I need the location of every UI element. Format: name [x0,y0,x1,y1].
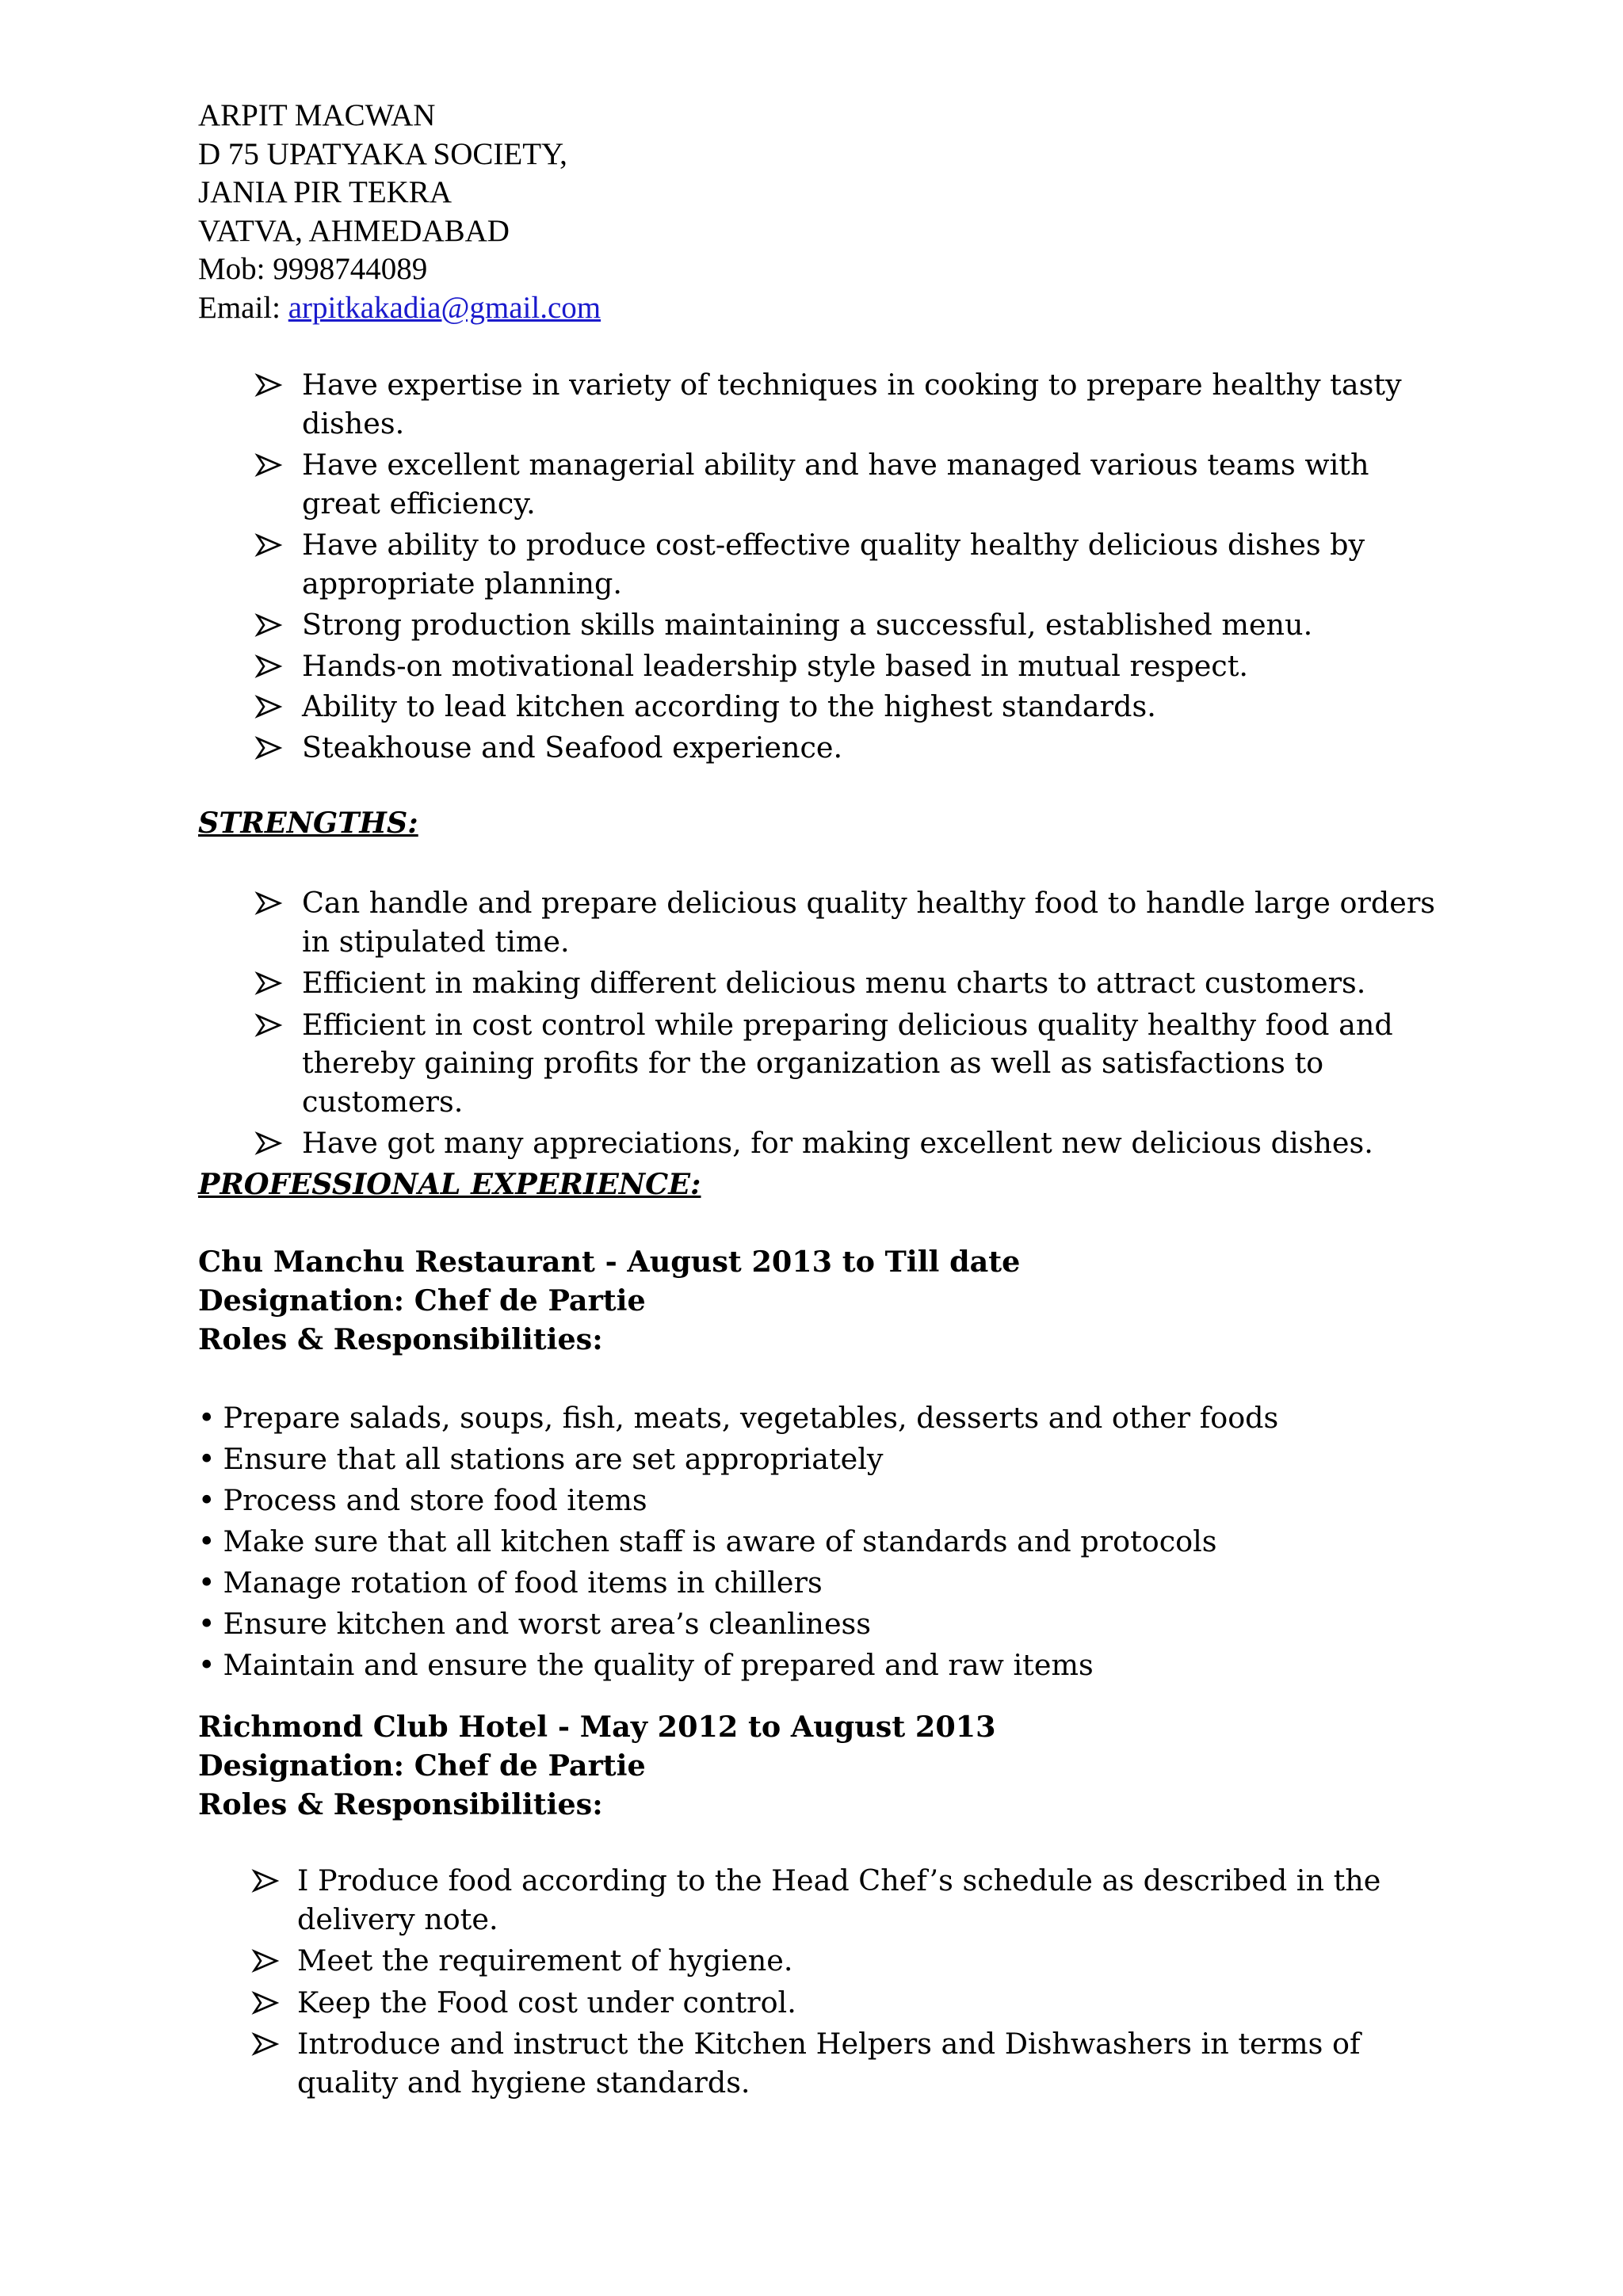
summary-item: Have excellent managerial ability and have managed various teams with great efficiency. [302,446,1443,523]
list-item: Meet the requirement of hygiene. [297,1942,1454,1981]
summary-item: Have ability to produce cost-effective quality healthy delicious dishes by appropriate planning. [302,526,1443,603]
email-label: Email: [198,290,281,325]
bullet-dot: • [198,1524,216,1558]
strength-item: Efficient in making different delicious menu charts to attract customers. [302,964,1443,1003]
summary-item: Hands-on motivational leadership style based in mutual respect. [302,647,1443,686]
job-roles-label: Roles & Responsibilities: [198,1787,603,1821]
bullet-dot: • [198,1607,216,1641]
bullet-dot: • [198,1483,216,1517]
strengths-list [302,884,1443,1163]
list-item: • Process and store food items [198,1483,647,1517]
address-line-1: D 75 UPATYAKA SOCIETY, [198,136,567,171]
list-item: Introduce and instruct the Kitchen Helpers and Dishwashers in terms of quality and hygiene standards. [297,2025,1454,2102]
mobile-label: Mob: [198,252,265,286]
job-title: Richmond Club Hotel - May 2012 to August 2013 [198,1710,996,1744]
mobile-line [198,250,601,289]
address-line-3: VATVA, AHMEDABAD [198,213,510,248]
arrow-bullet-icon [254,446,283,484]
job-designation: Designation: Chef de Partie [198,1749,646,1783]
bullet-dot: • [198,1566,216,1600]
job-roles-label: Roles & Responsibilities: [198,1322,603,1356]
candidate-name: ARPIT MACWAN [198,98,436,132]
summary-item: Steakhouse and Seafood experience. [302,729,1443,768]
arrow-bullet-icon [254,1124,283,1162]
arrow-bullet-icon [254,1006,283,1044]
mobile-number: 9998744089 [273,252,428,286]
strengths-heading: STRENGTHS: [198,806,418,840]
arrow-bullet-icon [254,647,283,685]
bullet-dot: • [198,1401,216,1435]
list-item: • Maintain and ensure the quality of prepared and raw items [198,1648,1094,1682]
job-header [198,1242,1020,1359]
job-title: Chu Manchu Restaurant - August 2013 to Till date [198,1245,1021,1279]
arrow-bullet-icon [254,688,283,726]
arrow-bullet-icon [254,964,283,1002]
arrow-bullet-icon [254,366,283,404]
job-header [198,1707,996,1824]
list-item: • Make sure that all kitchen staff is aware of standards and protocols [198,1524,1217,1558]
bullet-dot: • [198,1442,216,1476]
list-item: Keep the Food cost under control. [297,1984,1454,2023]
address-line-2: JANIA PIR TEKRA [198,175,452,209]
arrow-bullet-icon [251,1984,280,2022]
list-item: • Ensure that all stations are set appropriately [198,1442,884,1476]
summary-item: Have expertise in variety of techniques in cooking to prepare healthy tasty dishes. [302,366,1443,443]
arrow-bullet-icon [254,884,283,922]
strength-item: Efficient in cost control while preparing delicious quality healthy food and thereby gaining profits for the organization as well as satisfactions to customers. [302,1006,1443,1122]
summary-item: Strong production skills maintaining a successful, established menu. [302,606,1443,645]
list-item: • Manage rotation of food items in chillers [198,1566,823,1600]
list-item: • Ensure kitchen and worst area’s cleanliness [198,1607,872,1641]
arrow-bullet-icon [251,2025,280,2063]
list-item: I Produce food according to the Head Chef’s schedule as described in the delivery note. [297,1862,1454,1939]
summary-list [302,366,1443,767]
arrow-bullet-icon [251,1942,280,1980]
summary-item: Ability to lead kitchen according to the highest standards. [302,688,1443,727]
job-responsibilities-list [297,1862,1454,2102]
bullet-dot: • [198,1648,216,1682]
job-designation: Designation: Chef de Partie [198,1283,646,1318]
arrow-bullet-icon [254,606,283,644]
arrow-bullet-icon [254,526,283,564]
strength-item: Have got many appreciations, for making excellent new delicious dishes. [302,1124,1443,1163]
arrow-bullet-icon [251,1862,280,1900]
email-link[interactable]: arpitkakadia@gmail.com [288,290,601,325]
email-line [198,289,601,328]
strength-item: Can handle and prepare delicious quality healthy food to handle large orders in stipulated time. [302,884,1443,961]
list-item: • Prepare salads, soups, fish, meats, vegetables, desserts and other foods [198,1401,1279,1435]
job-responsibilities-list [198,1398,1278,1686]
arrow-bullet-icon [254,729,283,767]
experience-heading: PROFESSIONAL EXPERIENCE: [198,1167,701,1201]
contact-block [198,97,601,327]
